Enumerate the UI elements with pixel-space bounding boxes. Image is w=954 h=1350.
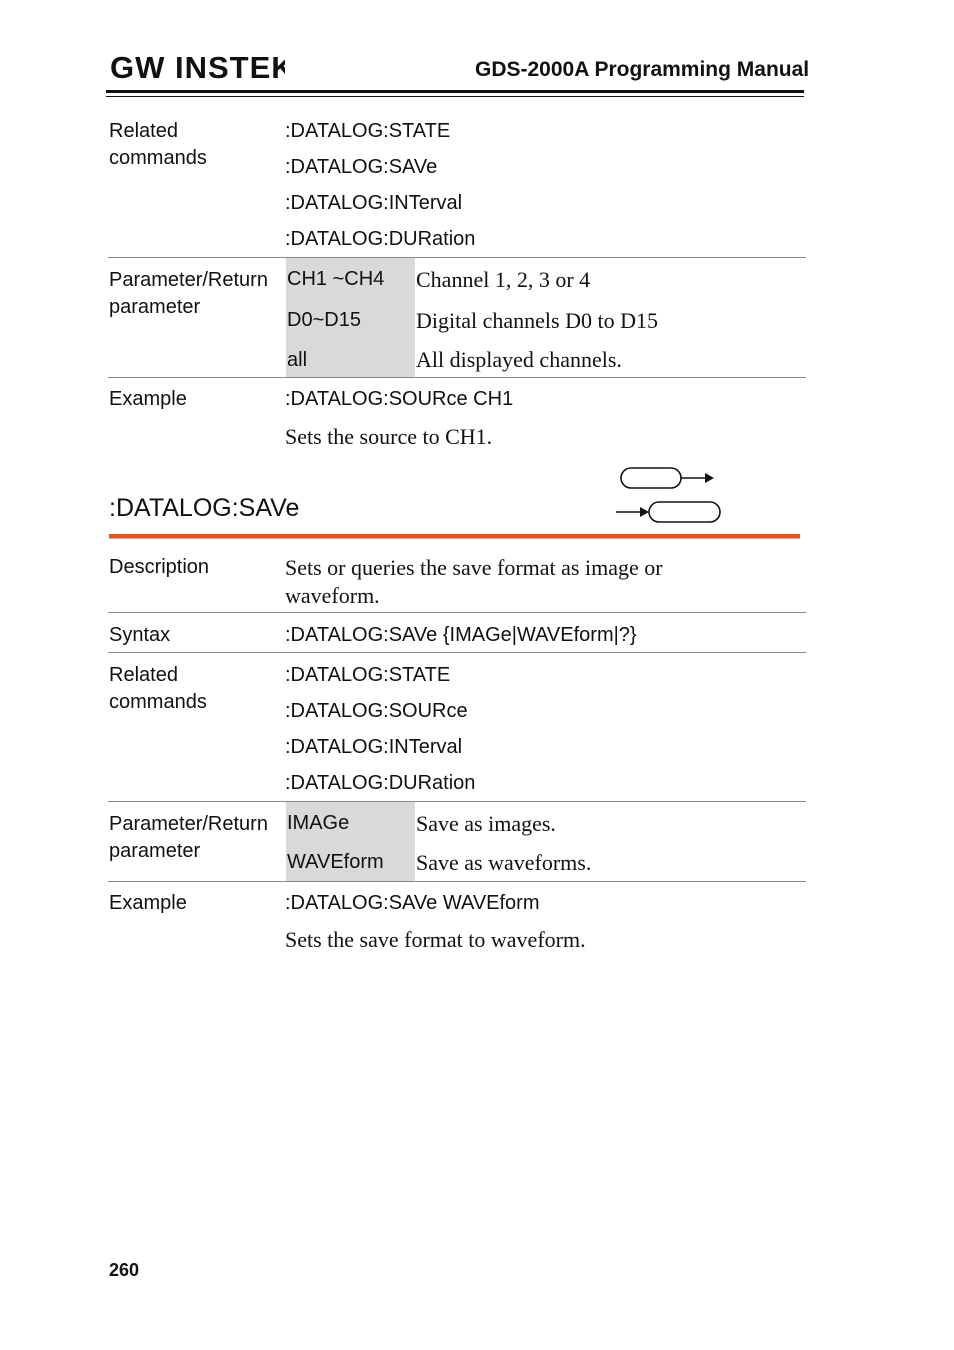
gw-instek-logo [110, 50, 285, 87]
param-name: D0~D15 [287, 309, 361, 331]
divider [108, 257, 806, 258]
example-description: Sets the source to CH1. [285, 424, 493, 449]
param-name: CH1 ~CH4 [287, 268, 385, 290]
related-command: :DATALOG:STATE [285, 664, 451, 686]
page-number: 260 [109, 1260, 140, 1280]
divider [108, 612, 806, 613]
divider [108, 801, 806, 802]
set-command-icon [614, 466, 724, 497]
param-name: all [287, 349, 308, 371]
related-commands-label: Related commands [109, 664, 207, 713]
param-desc: All displayed channels. [416, 347, 622, 372]
param-label: Parameter/Return parameter [109, 269, 268, 318]
example-label: Example [109, 892, 187, 914]
param-name: WAVEform [287, 851, 384, 873]
divider [108, 652, 806, 653]
param-name: IMAGe [287, 812, 350, 834]
related-command: :DATALOG:STATE [285, 120, 451, 142]
query-command-icon [614, 499, 724, 530]
related-command: :DATALOG:SOURce [285, 700, 468, 722]
header-rule-thin [106, 96, 804, 97]
related-commands-label: Related commands [109, 120, 207, 169]
param-desc: Channel 1, 2, 3 or 4 [416, 267, 591, 292]
divider [108, 881, 806, 882]
example-command: :DATALOG:SOURce CH1 [285, 388, 514, 410]
description-text: Sets or queries the save format as image or waveform. [285, 555, 663, 608]
divider [108, 377, 806, 378]
related-command: :DATALOG:DURation [285, 228, 476, 250]
svg-text:GW INSTEK: GW INSTEK [110, 50, 285, 82]
example-command: :DATALOG:SAVe WAVEform [285, 892, 540, 914]
header-rule [106, 90, 804, 93]
param-desc: Save as images. [416, 811, 556, 836]
example-label: Example [109, 388, 187, 410]
section-rule-shadow [109, 538, 800, 539]
related-command: :DATALOG:SAVe [285, 156, 438, 178]
related-command: :DATALOG:INTerval [285, 192, 463, 214]
related-command: :DATALOG:DURation [285, 772, 476, 794]
section-title: :DATALOG:SAVe [109, 494, 300, 522]
syntax-label: Syntax [109, 624, 171, 646]
param-desc: Digital channels D0 to D15 [416, 308, 658, 333]
related-command: :DATALOG:INTerval [285, 736, 463, 758]
example-description: Sets the save format to waveform. [285, 927, 586, 952]
manual-title: GDS-2000A Programming Manual [475, 58, 810, 81]
param-label: Parameter/Return parameter [109, 813, 268, 862]
description-label: Description [109, 556, 210, 578]
syntax-text: :DATALOG:SAVe {IMAGe|WAVEform|?} [285, 624, 637, 646]
param-desc: Save as waveforms. [416, 850, 592, 875]
